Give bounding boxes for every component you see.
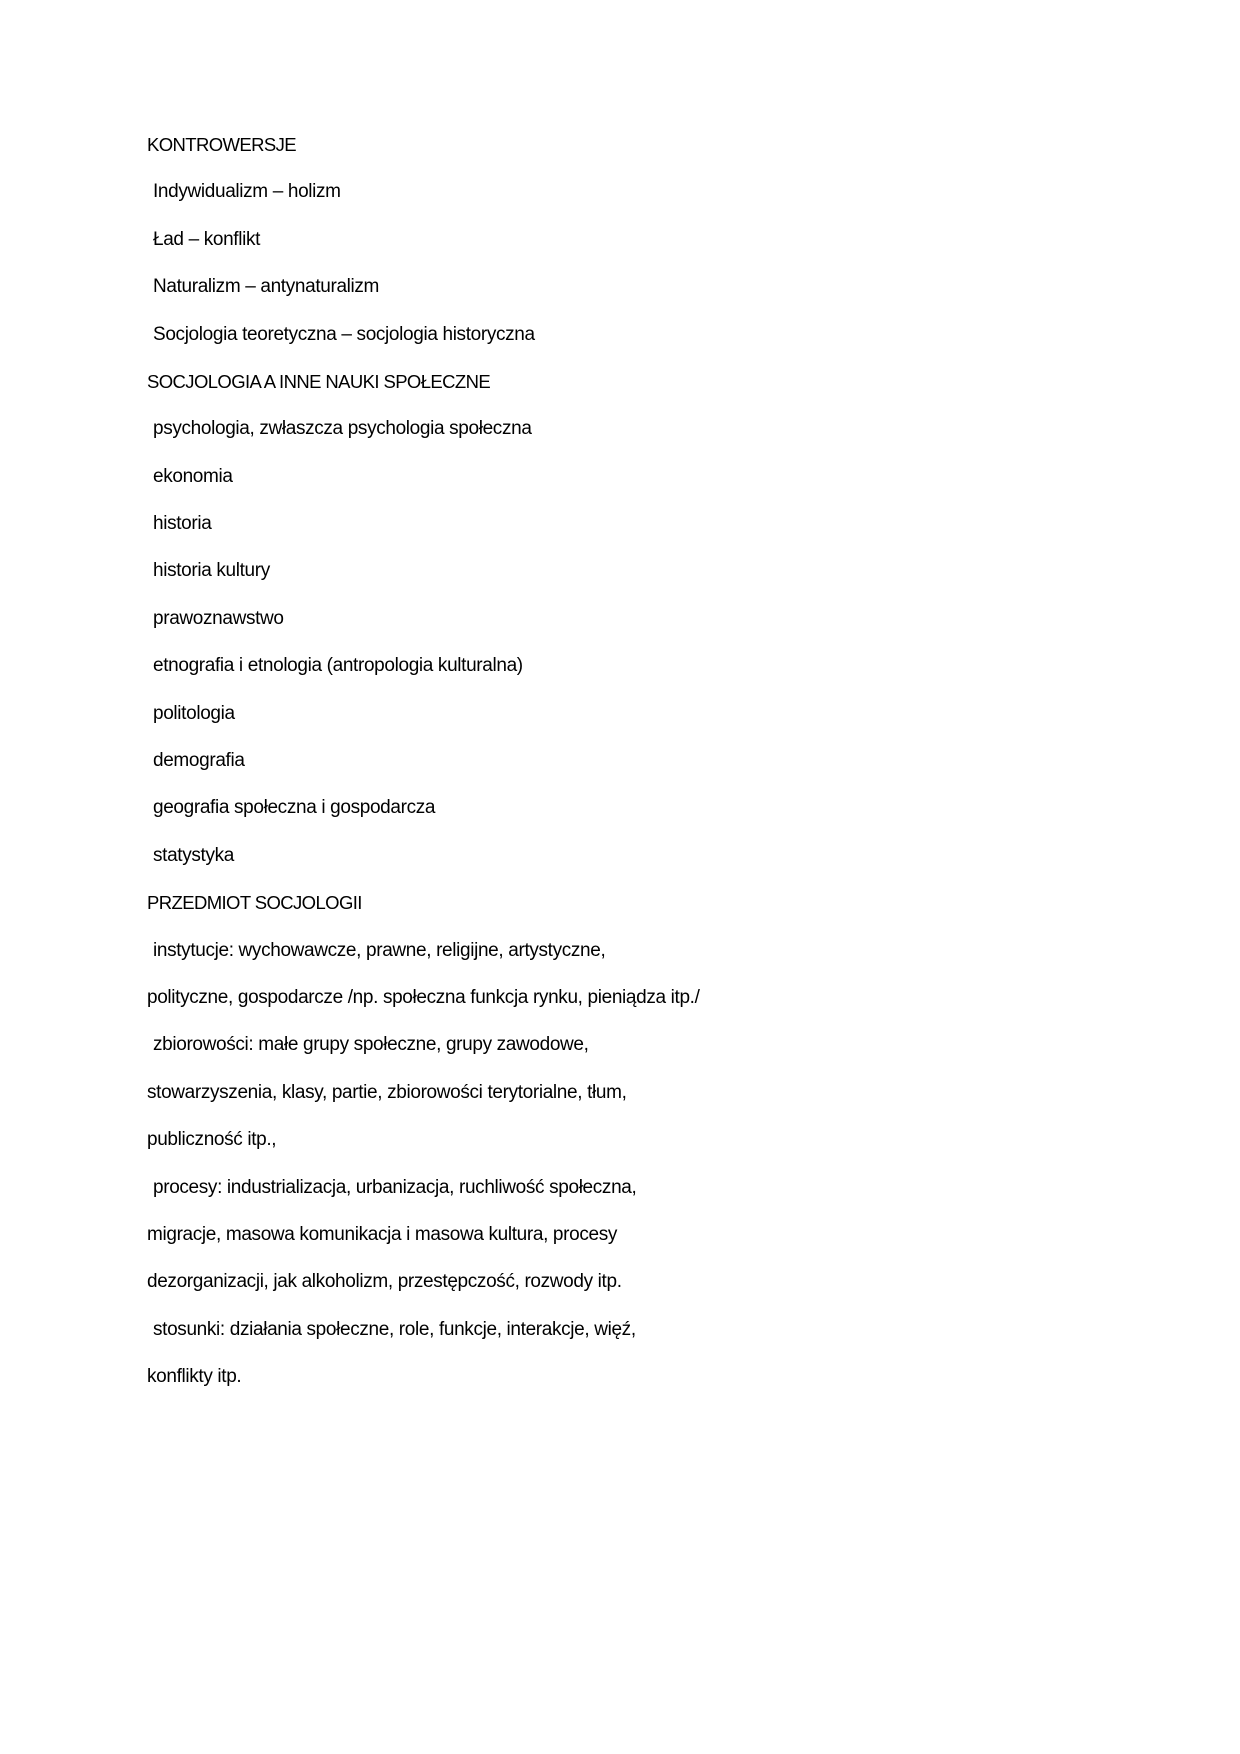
section-heading-socjologia-a-inne-nauki: SOCJOLOGIA A INNE NAUKI SPOŁECZNE (147, 371, 491, 392)
list-item-continuation: migracje, masowa komunikacja i masowa kultura, procesy (147, 1224, 618, 1245)
list-item: ekonomia (153, 466, 233, 487)
list-item: historia (153, 513, 212, 534)
list-item-continuation: publiczność itp., (147, 1129, 277, 1150)
list-item: procesy: industrializacja, urbanizacja, ruchliwość społeczna, (153, 1177, 637, 1198)
list-item-continuation: konflikty itp. (147, 1366, 242, 1387)
list-item: zbiorowości: małe grupy społeczne, grupy zawodowe, (153, 1034, 589, 1055)
list-item: instytucje: wychowawcze, prawne, religijne, artystyczne, (153, 940, 606, 961)
list-item-continuation: dezorganizacji, jak alkoholizm, przestępczość, rozwody itp. (147, 1271, 622, 1292)
list-item-continuation: polityczne, gospodarcze /np. społeczna funkcja rynku, pieniądza itp./ (147, 987, 700, 1008)
section-heading-przedmiot-socjologii: PRZEDMIOT SOCJOLOGII (147, 892, 362, 913)
list-item: etnografia i etnologia (antropologia kulturalna) (153, 655, 523, 676)
list-item: geografia społeczna i gospodarcza (153, 797, 436, 818)
list-item: prawoznawstwo (153, 608, 284, 629)
list-item: psychologia, zwłaszcza psychologia społeczna (153, 418, 532, 439)
list-item: Naturalizm – antynaturalizm (153, 276, 380, 297)
list-item: statystyka (153, 845, 234, 866)
list-item: politologia (153, 703, 235, 724)
section-heading-kontrowersje: KONTROWERSJE (147, 134, 297, 155)
list-item: stosunki: działania społeczne, role, funkcje, interakcje, więź, (153, 1319, 636, 1340)
list-item: Indywidualizm – holizm (153, 181, 341, 202)
list-item: Socjologia teoretyczna – socjologia historyczna (153, 324, 535, 345)
list-item: demografia (153, 750, 245, 771)
list-item: Ład – konflikt (153, 229, 261, 250)
list-item-continuation: stowarzyszenia, klasy, partie, zbiorowości terytorialne, tłum, (147, 1082, 627, 1103)
list-item: historia kultury (153, 560, 270, 581)
